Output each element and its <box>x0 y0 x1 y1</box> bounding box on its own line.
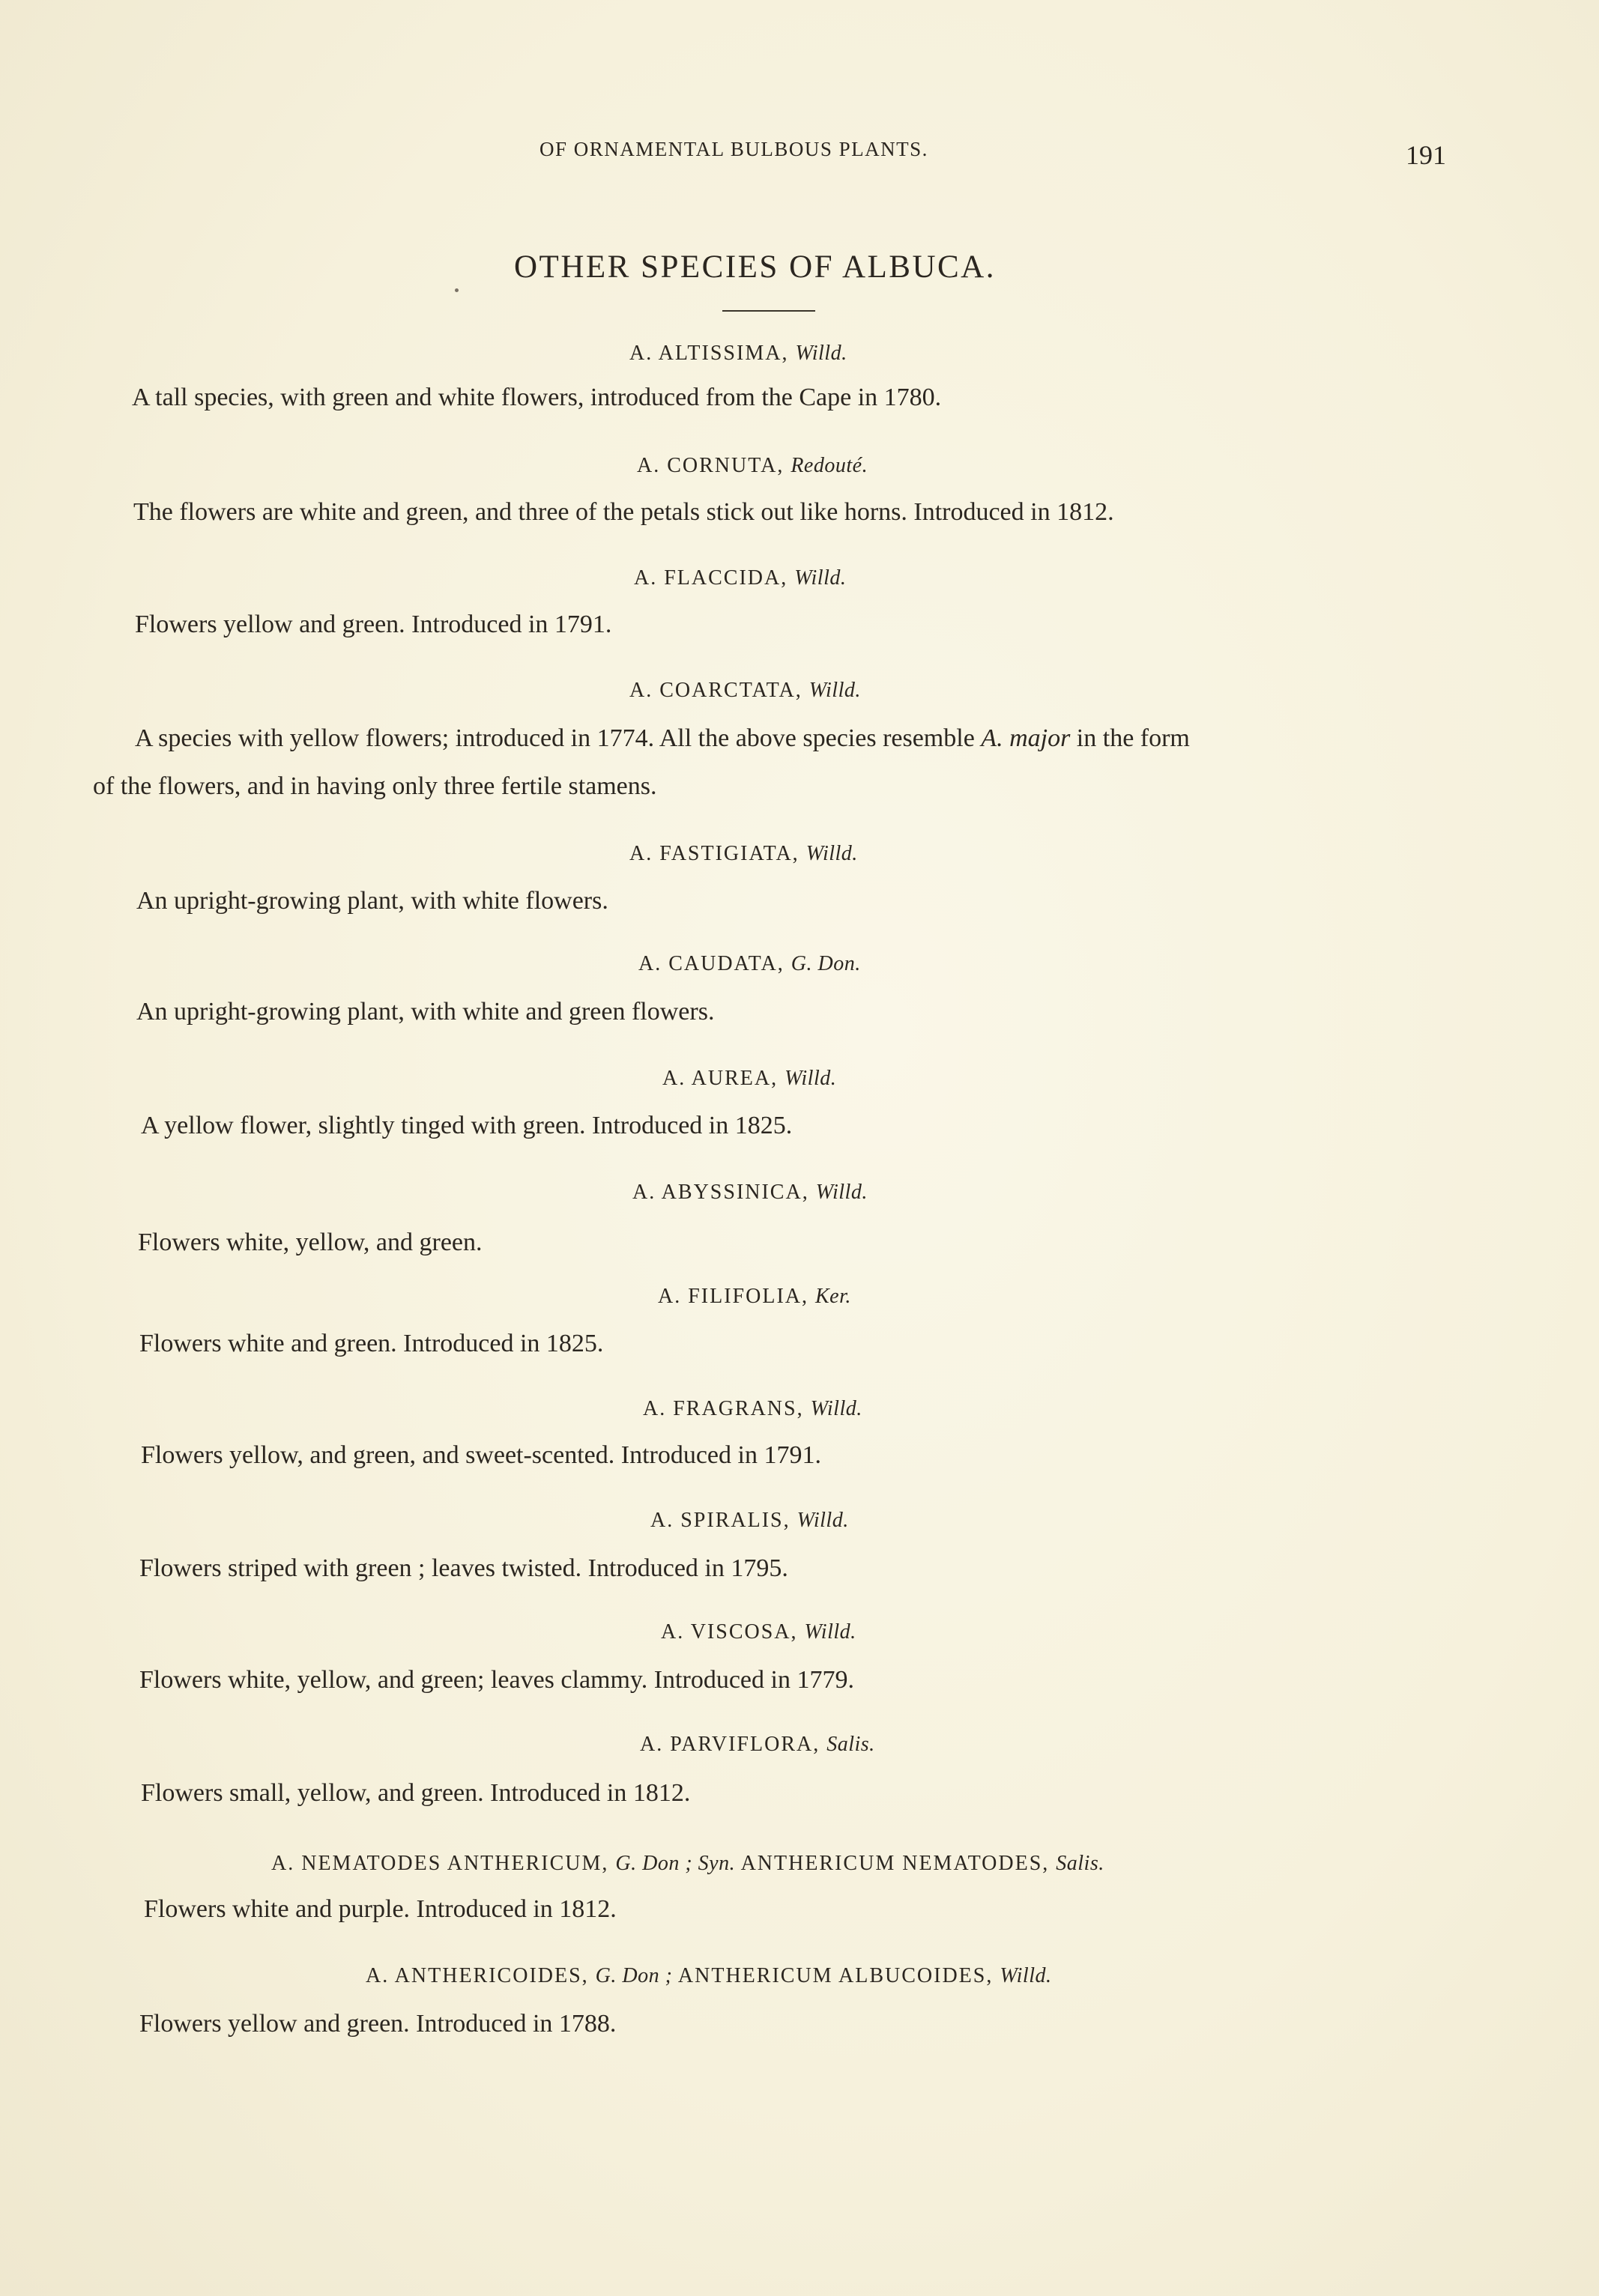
species-description: Flowers white, yellow, and green; leaves clammy. Introduced in 1779. <box>139 1666 854 1694</box>
species-name: A. CAUDATA, G. Don. <box>638 952 861 975</box>
species-name: A. FILIFOLIA, Ker. <box>658 1285 851 1308</box>
species-description: Flowers small, yellow, and green. Introduced in 1812. <box>141 1779 691 1807</box>
species-name: A. VISCOSA, Willd. <box>661 1620 856 1644</box>
species-name: A. FASTIGIATA, Willd. <box>629 842 858 865</box>
species-name: A. PARVIFLORA, Salis. <box>640 1733 875 1756</box>
species-description: Flowers white and green. Introduced in 1825. <box>139 1330 604 1357</box>
page-number: 191 <box>1406 140 1446 170</box>
species-description: Flowers yellow, and green, and sweet-scented. Introduced in 1791. <box>141 1441 821 1469</box>
species-description: Flowers white and purple. Introduced in 1812. <box>144 1895 617 1923</box>
species-description: A tall species, with green and white flowers, introduced from the Cape in 1780. <box>132 384 942 411</box>
species-description: Flowers yellow and green. Introduced in 1791. <box>135 611 612 638</box>
title-rule <box>722 310 815 312</box>
species-name: A. NEMATODES ANTHERICUM, G. Don ; Syn. ANTHERICUM NEMATODES, Salis. <box>271 1852 1104 1875</box>
species-name: A. COARCTATA, Willd. <box>629 679 861 702</box>
species-name: A. ALTISSIMA, Willd. <box>629 342 847 365</box>
species-description-continued: of the flowers, and in having only three fertile stamens. <box>93 772 657 800</box>
species-description: An upright-growing plant, with white and green flowers. <box>136 998 715 1026</box>
running-head: OF ORNAMENTAL BULBOUS PLANTS. <box>539 138 928 160</box>
species-name: A. ABYSSINICA, Willd. <box>632 1181 868 1204</box>
section-title: OTHER SPECIES OF ALBUCA. <box>514 249 996 285</box>
species-description: The flowers are white and green, and three of the petals stick out like horns. Introduced in 1812. <box>133 498 1114 526</box>
ink-speck <box>455 288 459 292</box>
species-description: Flowers white, yellow, and green. <box>138 1229 483 1256</box>
species-name: A. SPIRALIS, Willd. <box>650 1509 849 1532</box>
species-description: Flowers yellow and green. Introduced in 1788. <box>139 2010 617 2038</box>
species-name: A. AUREA, Willd. <box>662 1067 837 1090</box>
species-description: A species with yellow flowers; introduced in 1774. All the above species resemble A. major in the form <box>135 724 1190 752</box>
species-description: Flowers striped with green ; leaves twisted. Introduced in 1795. <box>139 1554 788 1582</box>
species-name: A. FRAGRANS, Willd. <box>643 1397 862 1420</box>
species-description: An upright-growing plant, with white flowers. <box>136 887 608 915</box>
species-name: A. ANTHERICOIDES, G. Don ; ANTHERICUM ALBUCOIDES, Willd. <box>366 1964 1052 1987</box>
species-name: A. FLACCIDA, Willd. <box>634 566 847 590</box>
species-name: A. CORNUTA, Redouté. <box>637 454 868 477</box>
species-description: A yellow flower, slightly tinged with green. Introduced in 1825. <box>141 1112 793 1139</box>
